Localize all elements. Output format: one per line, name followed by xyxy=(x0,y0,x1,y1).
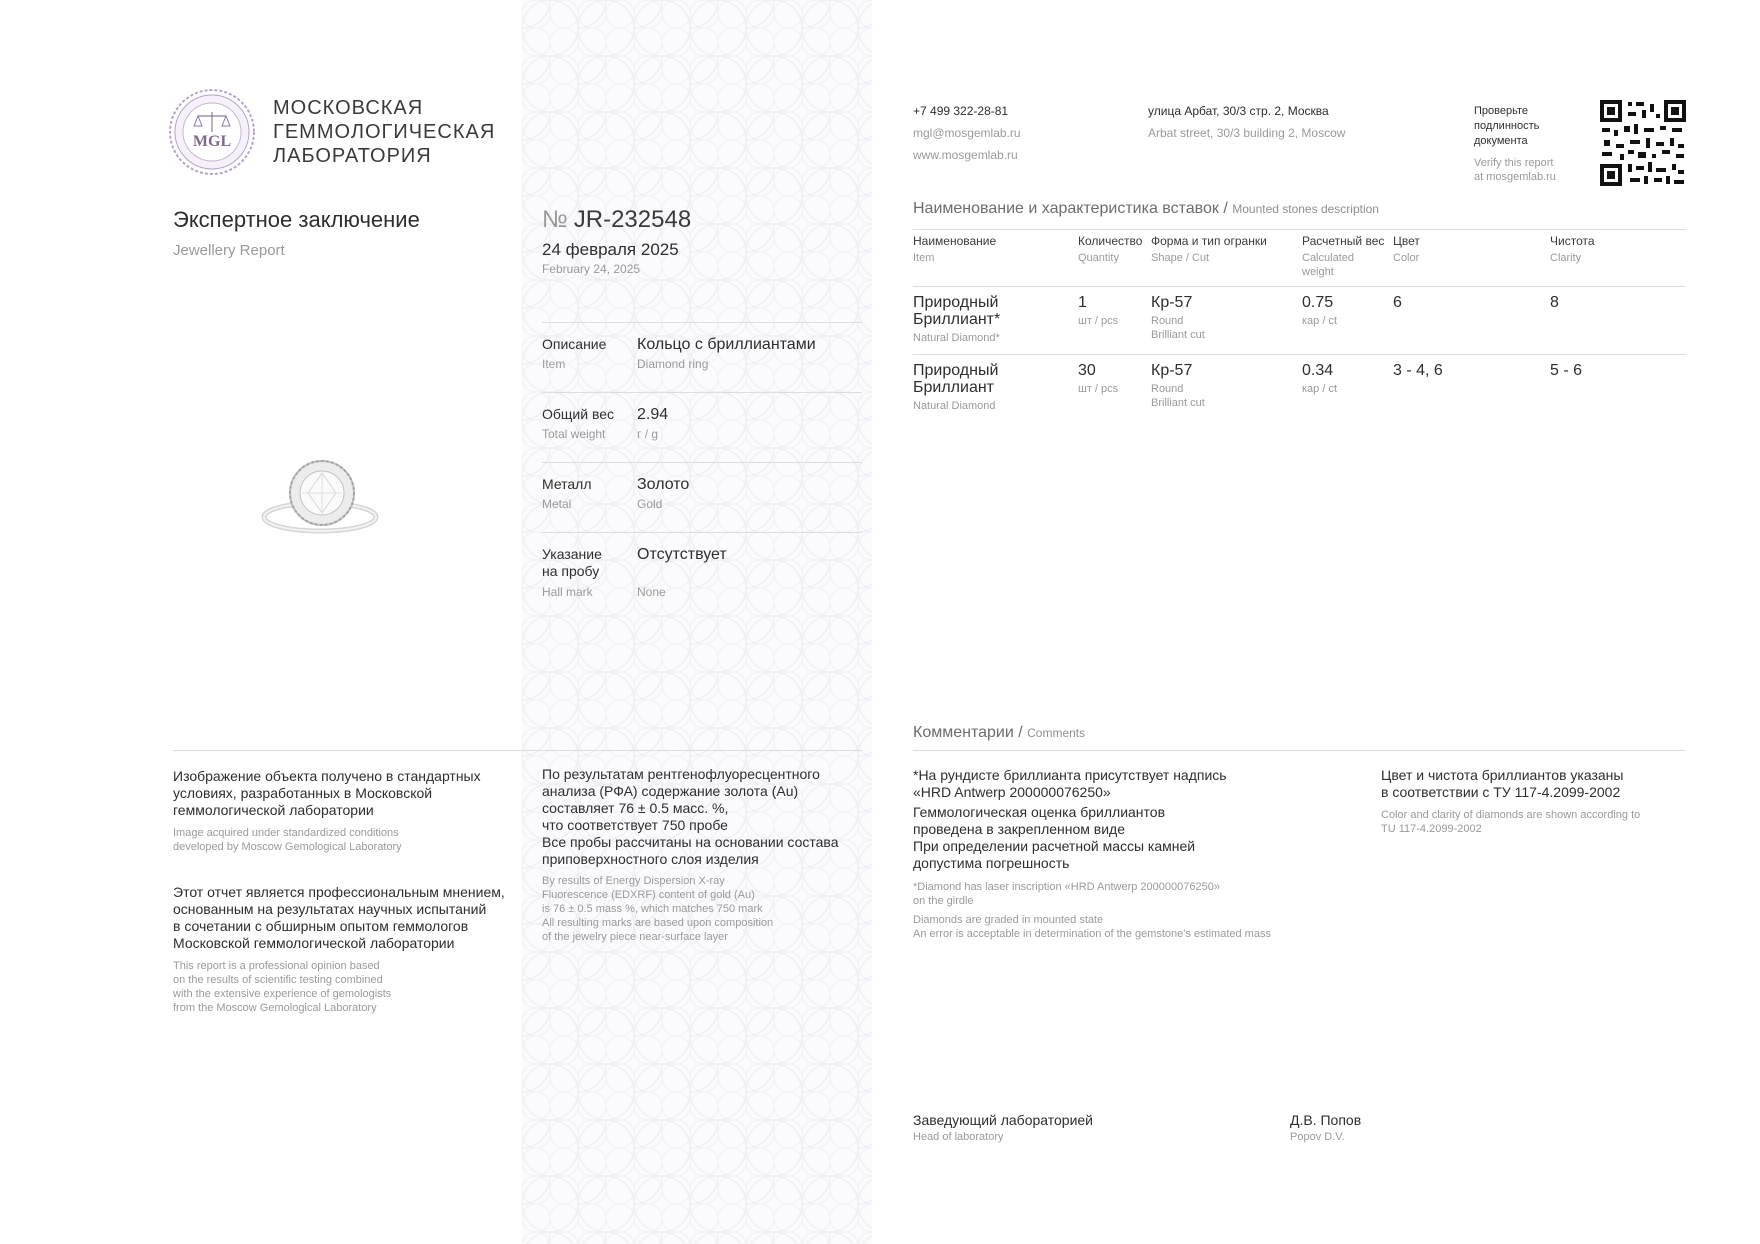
comments-section-title xyxy=(913,724,1085,742)
spec-label: Описание xyxy=(542,336,607,352)
divider xyxy=(913,229,1686,230)
email-link[interactable]: mgl@mosgemlab.ru xyxy=(913,126,1021,140)
lab-name xyxy=(273,96,495,168)
column-header-label: Форма и тип огранки xyxy=(1151,234,1267,248)
divider xyxy=(542,532,862,533)
column-header-quantity xyxy=(1078,234,1142,265)
divider xyxy=(542,392,862,393)
comment-grading-en: Diamonds are graded in mounted state An error is acceptable in determination of the gemstone's estimated mass xyxy=(913,914,1271,940)
column-header-label-en: Clarity xyxy=(1550,252,1582,264)
stone-quantity-cell xyxy=(1078,294,1118,328)
stone-item-en: Natural Diamond* xyxy=(913,332,1000,344)
divider xyxy=(542,322,862,323)
comments-title-en: Comments xyxy=(1027,726,1086,740)
head-role: Заведующий лабораторией xyxy=(913,1112,1093,1128)
stone-weight: 0.75 xyxy=(1302,294,1334,311)
spec-label-en: Item xyxy=(542,357,566,371)
comments-title: Комментарии / xyxy=(913,724,1023,741)
head-role-en: Head of laboratory xyxy=(913,1131,1004,1143)
head-name: Д.В. Попов xyxy=(1290,1112,1362,1128)
ring-photo xyxy=(240,455,400,545)
website-link[interactable]: www.mosgemlab.ru xyxy=(913,148,1018,162)
spec-label-en: Hall mark xyxy=(542,585,593,599)
column-header-label-en: Color xyxy=(1393,252,1420,264)
stone-weight-unit: кар / ct xyxy=(1302,383,1338,395)
stone-item: Природный Бриллиант* xyxy=(913,294,1001,328)
comment-standard-en: Color and clarity of diamonds are shown according to TU 117-4.2099-2002 xyxy=(1381,809,1641,835)
spec-value-en: Gold xyxy=(637,497,663,511)
divider xyxy=(542,462,862,463)
column-header-label: Цвет xyxy=(1393,234,1420,248)
stones-title-en: Mounted stones description xyxy=(1232,202,1379,216)
lab-name-line: МОСКОВСКАЯ xyxy=(273,97,424,119)
divider xyxy=(913,286,1686,287)
column-header-label-en: Quantity xyxy=(1078,252,1119,264)
spec-value-en: г / g xyxy=(637,427,659,441)
lab-name-line: ЛАБОРАТОРИЯ xyxy=(273,145,432,167)
report-title: Экспертное заключение xyxy=(173,207,420,232)
address-en: Arbat street, 30/3 building 2, Moscow xyxy=(1148,126,1346,140)
head-name-en: Popov D.V. xyxy=(1290,1131,1345,1143)
stone-item: Природный Бриллиант xyxy=(913,362,999,396)
stone-cut-en: Round Brilliant cut xyxy=(1151,315,1205,341)
table-row xyxy=(913,294,1000,345)
stone-cut: Кр-57 xyxy=(1151,294,1193,311)
column-header-clarity xyxy=(1550,234,1595,265)
spec-value: 2.94 xyxy=(637,406,669,423)
stone-quantity: 1 xyxy=(1078,294,1087,311)
opinion-note: Этот отчет является профессиональным мнением, основанным на результатах научных испытаний в сочетании с обширным опытом геммологов Московской геммологической лаборатории xyxy=(173,884,505,951)
stone-cut-cell xyxy=(1151,362,1205,410)
spec-value-en: Diamond ring xyxy=(637,357,709,371)
spec-label-en: Metal xyxy=(542,497,572,511)
column-header-label-en: Item xyxy=(913,252,935,264)
column-header-label: Чистота xyxy=(1550,234,1595,248)
mgl-seal-logo xyxy=(168,88,256,176)
stone-color: 3 - 4, 6 xyxy=(1393,362,1443,379)
number-sign: № xyxy=(542,206,568,233)
comment-inscription-en: *Diamond has laser inscription «HRD Antwerp 200000076250» on the girdle xyxy=(913,881,1220,907)
image-note-en: Image acquired under standardized conditions developed by Moscow Gemological Laboratory xyxy=(173,827,402,853)
table-row xyxy=(913,362,998,413)
spec-value: Отсутствует xyxy=(637,546,727,563)
background-pattern xyxy=(522,0,872,1244)
svg-text:MGL: MGL xyxy=(192,133,232,150)
stones-section-title xyxy=(913,200,1379,218)
divider xyxy=(913,750,1686,751)
spec-value: Золото xyxy=(637,476,690,493)
column-header-label-en: Shape / Cut xyxy=(1151,252,1210,264)
stone-quantity-unit: шт / pcs xyxy=(1078,315,1119,327)
report-number-value: JR-232548 xyxy=(573,206,692,233)
spec-label: Указание на пробу xyxy=(542,546,602,579)
spec-value: Кольцо с бриллиантами xyxy=(637,336,816,353)
stone-cut-cell xyxy=(1151,294,1205,342)
opinion-note-en: This report is a professional opinion based on the results of scientific testing combined with the extensive experience of gemologists from the Moscow Gemological Laboratory xyxy=(173,960,392,1014)
spec-label-en: Total weight xyxy=(542,427,606,441)
comment-grading: Геммологическая оценка бриллиантов проведена в закрепленном виде При определении расчетной массы камней допустима погрешность xyxy=(913,804,1196,871)
stone-clarity: 8 xyxy=(1550,294,1559,311)
divider xyxy=(173,750,862,751)
stone-weight-cell xyxy=(1302,362,1337,396)
address-ru: улица Арбат, 30/3 стр. 2, Москва xyxy=(1148,104,1329,118)
divider xyxy=(913,354,1686,355)
phone-number: +7 499 322-28-81 xyxy=(913,104,1009,118)
report-date-en: February 24, 2025 xyxy=(542,262,641,276)
column-header-label-en: Calculated weight xyxy=(1302,252,1354,278)
report-date: 24 февраля 2025 xyxy=(542,240,679,259)
xrf-note-en: By results of Energy Dispersion X-ray Fluorescence (EDXRF) content of gold (Au) is 76 ± 0.5 mass %, which matches 750 mark All resulting marks are based upon composition of the jewelry piece near-surface layer xyxy=(542,875,774,943)
stone-clarity: 5 - 6 xyxy=(1550,362,1583,379)
stone-cut-en: Round Brilliant cut xyxy=(1151,383,1205,409)
verify-note: Проверьте подлинность документа xyxy=(1474,105,1540,147)
stone-quantity-cell xyxy=(1078,362,1118,396)
column-header-cut xyxy=(1151,234,1267,265)
comment-standard: Цвет и чистота бриллиантов указаны в соответствии с ТУ 117-4.2099-2002 xyxy=(1381,767,1624,800)
spec-value-en: None xyxy=(637,585,666,599)
column-header-weight xyxy=(1302,234,1384,279)
qr-code[interactable] xyxy=(1600,100,1686,186)
xrf-note: По результатам рентгенофлуоресцентного анализа (РФА) содержание золота (Au) составляет 76 ± 0.5 масс. %, что соответствует 750 пробе Все пробы рассчитаны на основании состава приповерхностного слоя изделия xyxy=(542,766,839,867)
verify-note-en: Verify this report at mosgemlab.ru xyxy=(1474,157,1556,183)
stone-cut: Кр-57 xyxy=(1151,362,1193,379)
stone-quantity: 30 xyxy=(1078,362,1096,379)
spec-label: Металл xyxy=(542,476,592,492)
stone-weight-unit: кар / ct xyxy=(1302,315,1338,327)
stone-color: 6 xyxy=(1393,294,1402,311)
lab-name-line: ГЕММОЛОГИЧЕСКАЯ xyxy=(273,121,496,143)
column-header-label: Наименование xyxy=(913,234,997,248)
column-header-item xyxy=(913,234,996,265)
stone-weight: 0.34 xyxy=(1302,362,1334,379)
column-header-label: Количество xyxy=(1078,234,1143,248)
stone-item-en: Natural Diamond xyxy=(913,400,996,412)
report-number xyxy=(542,206,691,234)
stones-title: Наименование и характеристика вставок / xyxy=(913,200,1228,217)
report-title-en: Jewellery Report xyxy=(173,242,285,259)
column-header-color xyxy=(1393,234,1420,265)
spec-label: Общий вес xyxy=(542,406,615,422)
column-header-label: Расчетный вес xyxy=(1302,234,1385,248)
stone-weight-cell xyxy=(1302,294,1337,328)
image-note: Изображение объекта получено в стандартных условиях, разработанных в Московской геммологической лаборатории xyxy=(173,768,481,818)
stone-quantity-unit: шт / pcs xyxy=(1078,383,1119,395)
comment-inscription: *На рундисте бриллианта присутствует надпись «HRD Antwerp 200000076250» xyxy=(913,767,1227,800)
